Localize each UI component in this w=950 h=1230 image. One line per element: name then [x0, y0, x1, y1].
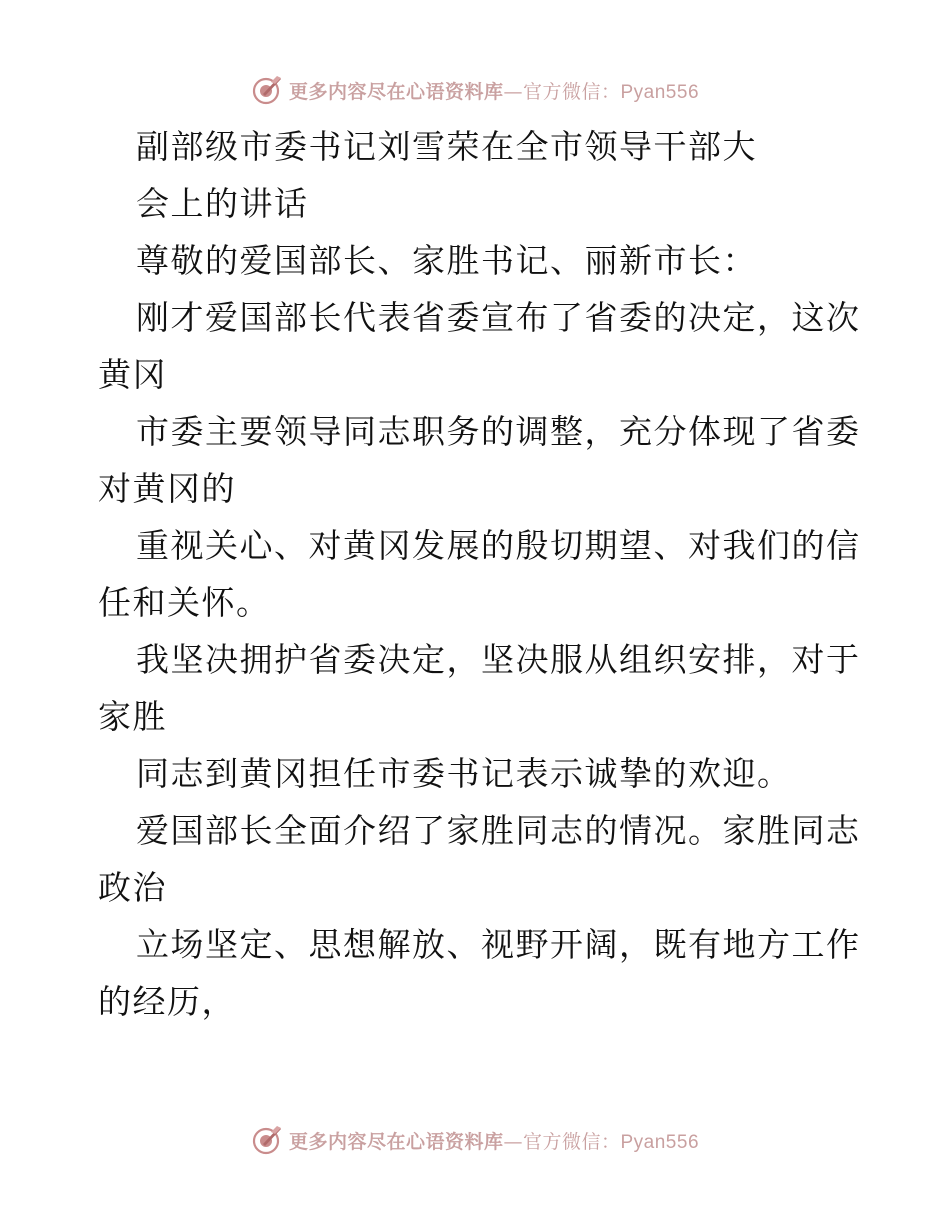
watermark-wechat-id: Pyan556 [620, 81, 700, 103]
text-line: 黄冈 [98, 355, 167, 394]
text-line: 尊敬的爱国部长、家胜书记、丽新市长： [136, 241, 757, 280]
watermark-text [289, 1127, 699, 1154]
text-line: 对黄冈的 [98, 469, 236, 508]
text-line: 市委主要领导同志职务的调整，充分体现了省委 [136, 412, 861, 451]
text-line: 副部级市委书记刘雪荣在全市领导干部大 [136, 127, 757, 166]
text-line: 任和关怀。 [98, 583, 271, 622]
watermark-site: 更多内容尽在心语资料库 [288, 1130, 504, 1153]
text-line: 立场坚定、思想解放、视野开阔，既有地方工作 [136, 925, 861, 964]
text-line: 同志到黄冈担任市委书记表示诚挚的欢迎。 [136, 754, 792, 793]
watermark-wechat-label: 官方微信： [522, 1130, 621, 1153]
text-line: 的经历， [98, 982, 236, 1021]
watermark-site: 更多内容尽在心语资料库 [288, 80, 504, 103]
text-line: 刚才爱国部长代表省委宣布了省委的决定，这次 [136, 298, 861, 337]
watermark-footer [0, 1120, 950, 1160]
text-line: 会上的讲话 [136, 184, 309, 223]
text-line: 重视关心、对黄冈发展的殷切期望、对我们的信 [136, 526, 861, 565]
watermark-dash: — [503, 1130, 523, 1153]
text-line: 政治 [98, 868, 167, 907]
document-body [98, 118, 861, 1030]
watermark-wechat-label: 官方微信： [522, 80, 621, 103]
quill-logo-icon [251, 74, 283, 106]
watermark-dash: — [503, 80, 523, 103]
quill-logo-icon [251, 1124, 283, 1156]
text-line: 家胜 [98, 697, 167, 736]
watermark-text [289, 77, 699, 104]
text-line: 我坚决拥护省委决定，坚决服从组织安排，对于 [136, 640, 861, 679]
watermark-wechat-id: Pyan556 [620, 1131, 700, 1153]
watermark-header [0, 70, 950, 110]
text-line: 爱国部长全面介绍了家胜同志的情况。家胜同志 [136, 811, 861, 850]
